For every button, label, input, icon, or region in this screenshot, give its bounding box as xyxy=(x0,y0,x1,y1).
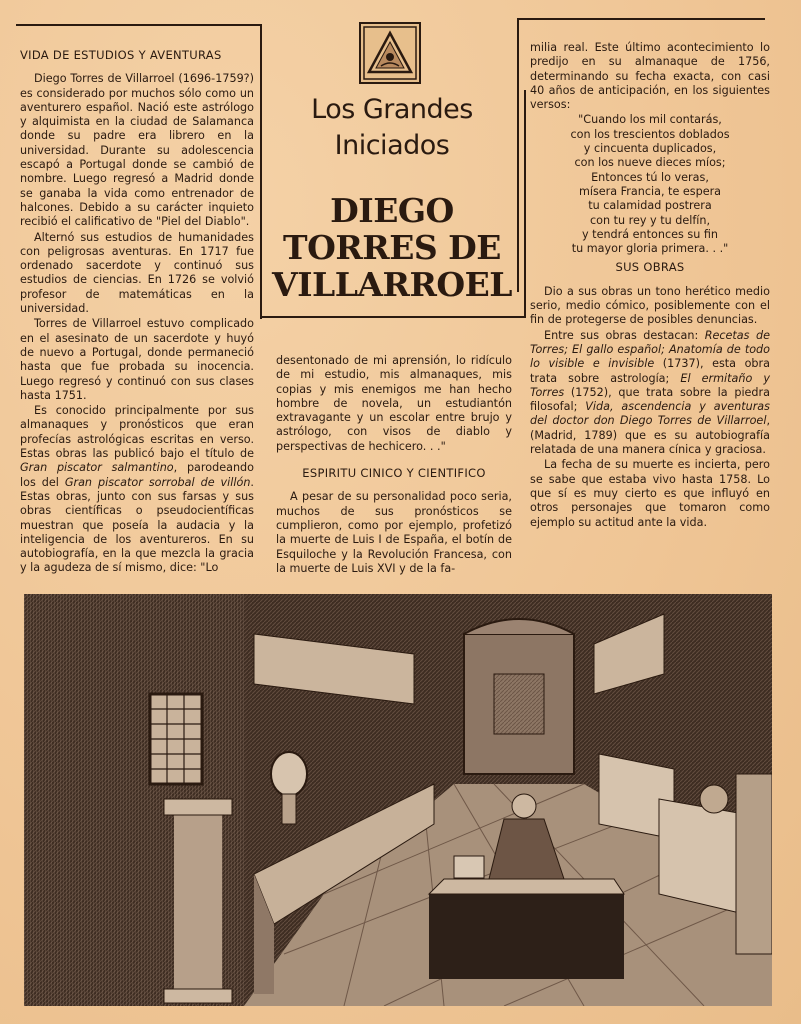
left-paragraph: Es conocido principalmente por sus almanaques y pronósticos que eran profecías astrológicas escritas en verso. Estas obras las publicó bajo el título de Gran piscator salmantino, parodeando los del Gran piscator sorrobal de villón. Estas obras, junto con sus farsas y sus obras científicas o pseudocientíficas muestran que poseía la audacia y la inteligencia de los aventureros. En su autobiografía, en la que mezcla la gracia y la agudeza de sí mismo, dice: "Lo xyxy=(20,404,254,575)
middle-heading: ESPIRITU CINICO Y CIENTIFICO xyxy=(302,466,486,481)
series-line-2: Iniciados xyxy=(334,130,450,161)
title-line-1: DIEGO xyxy=(330,191,454,230)
right-paragraph: La fecha de su muerte es incierta, pero se sabe que estaba vivo hasta 1758. Lo que sí es muy cierto es que influyó en otros personajes que tomaron como ejemplo su actitud ante la vida. xyxy=(530,458,770,529)
series-line-1: Los Grandes xyxy=(311,94,473,125)
title-line-3: VILLARROEL xyxy=(271,265,512,304)
alchemist-laboratory-illustration xyxy=(24,594,772,1006)
poem: "Cuando los mil contarás, con los trescientos doblados y cincuenta duplicados, con los nueve dieces míos; Entonces tú lo veras, mísera Francia, te espera tu calamidad postrera con tu rey y tu delfín, y tendrá entonces su fin tu mayor gloria primera. . ." xyxy=(570,113,730,256)
series-title xyxy=(262,92,522,164)
middle-column xyxy=(276,354,512,577)
article-title xyxy=(262,192,522,303)
left-paragraph: Diego Torres de Villarroel (1696-1759?) es considerado por muchos sólo como un aventurero español. Nació este astrólogo y alquimista en la ciudad de Salamanca donde su padre era librero en la universidad. Durante su adolescencia escapó a Portugal donde se cambió de nombre. Luego regresó a Madrid donde se ganaba la vida como entrenador de halcones. Debido a su carácter inquieto recibió el calificativo de "Piel del Diablo". xyxy=(20,72,254,229)
right-paragraph: milia real. Este último acontecimiento lo predijo en su almanaque de 1756, determinando su fecha exacta, con casi 40 años de anticipación, en los siguientes versos: xyxy=(530,41,770,112)
right-paragraph: Entre sus obras destacan: Recetas de Torres; El gallo español; Anatomía de todo lo visible e invisible (1737), esta obra trata sobre astrología; El ermitaño y Torres (1752), que trata sobre la piedra filosofal; Vida, ascendencia y aventuras del doctor don Diego Torres de Villarroel, (Madrid, 1789) que es su autobiografía relatada de una manera cínica y graciosa. xyxy=(530,328,771,457)
title-line-2: TORRES DE xyxy=(283,228,501,267)
right-column xyxy=(530,41,770,531)
middle-paragraph: desentonado de mi aprensión, lo ridículo de mi estudio, mis almanaques, mis copias y mis enemigos me han hecho hombre de novela, un estudiantón extravagante y un escolar entre brujo y astrólogo, con visos de diablo y perspectivas de hechicero. . ." xyxy=(276,354,512,453)
right-heading: SUS OBRAS xyxy=(615,260,685,275)
left-heading: VIDA DE ESTUDIOS Y AVENTURAS xyxy=(20,48,222,62)
left-paragraph: Alternó sus estudios de humanidades con peligrosas aventuras. En 1717 fue ordenado sacerdote y continuó sus estudios de ciencias. En 1726 se volvió profesor de matemáticas en la universidad. xyxy=(20,230,254,316)
left-paragraph: Torres de Villarroel estuvo complicado en el asesinato de un sacerdote y huyó de nuevo a Portugal, donde permaneció hasta que fue probada su inocencia. Luego regresó y continuó con sus clases hasta 1751. xyxy=(20,317,254,402)
right-paragraph: Dio a sus obras un tono herético medio serio, medio cómico, posiblemente con el fin de protegerse de posibles denuncias. xyxy=(530,284,770,327)
left-column xyxy=(20,48,254,577)
triangle-emblem-icon xyxy=(359,22,421,84)
middle-paragraph: A pesar de su personalidad poco seria, muchos de sus pronósticos se cumplieron, como por ejemplo, profetizó la muerte de Luis I de España, el botín de Esquiloche y la Revolución Francesa, con la muerte de Luis XVI y de la fa- xyxy=(276,490,512,575)
